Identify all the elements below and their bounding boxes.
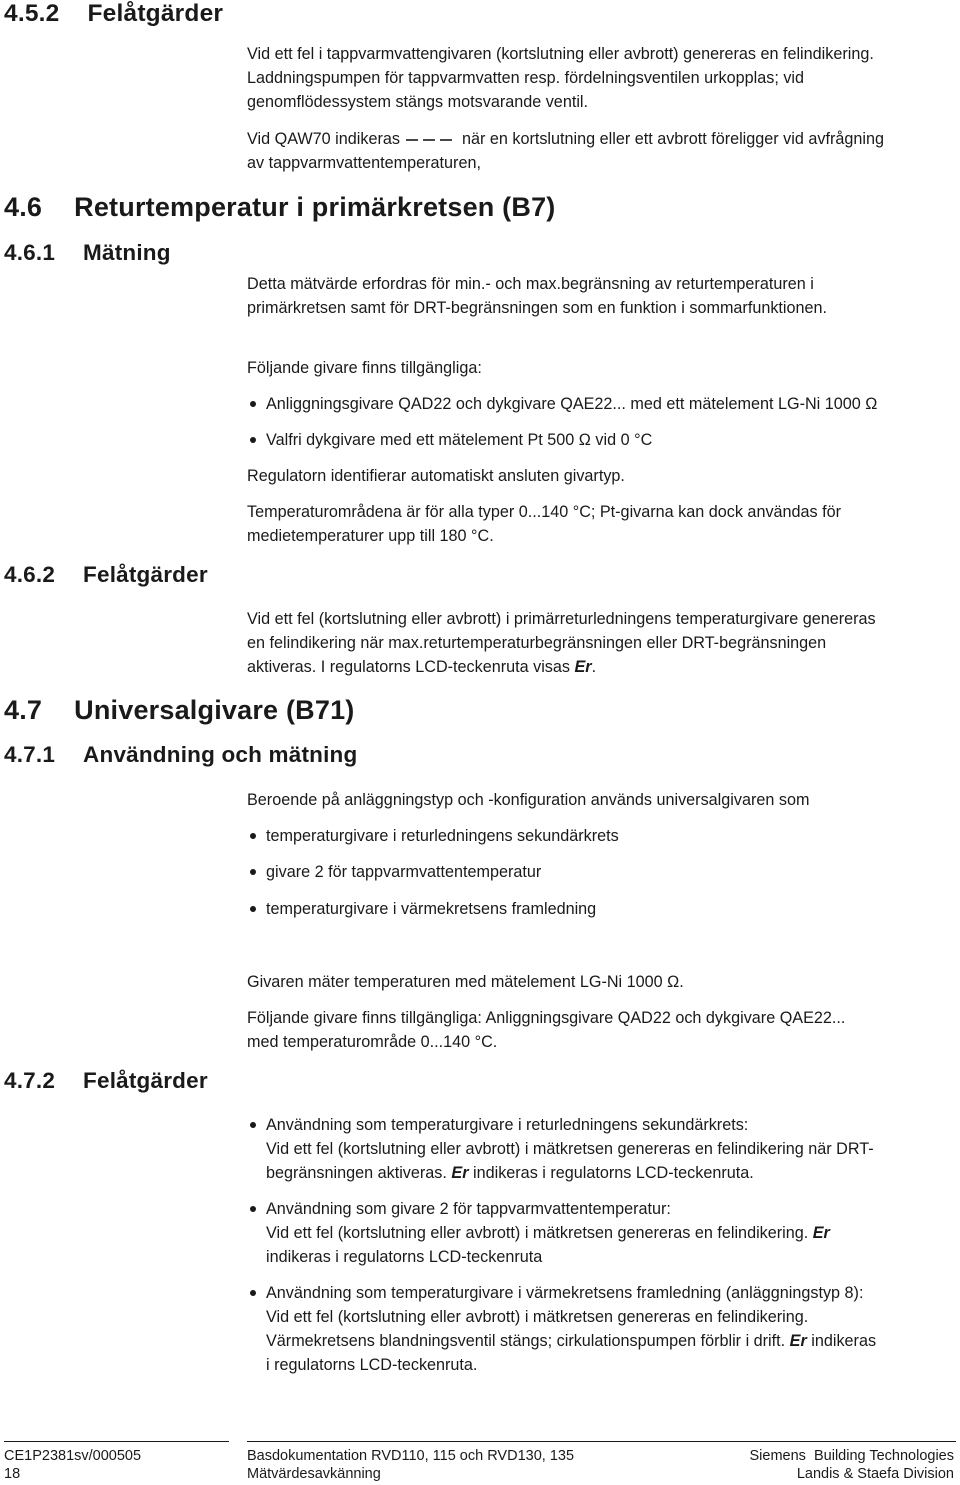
bullet-block-tappvarmvatten (266, 1197, 830, 1269)
heading-title: Felåtgärder (83, 562, 208, 587)
paragraph-temperature-ranges (247, 500, 952, 548)
error-code: Er (574, 658, 592, 676)
paragraph-universal-usage (247, 788, 952, 812)
text-line (266, 1221, 830, 1245)
text-line: Följande givare finns tillgängliga: Anliggningsgivare QAD22 och dykgivare QAE22... (247, 1009, 846, 1027)
heading-4-5-2 (4, 0, 223, 28)
company-name: Siemens Building Technologies (749, 1448, 954, 1464)
heading-4-6-1 (4, 240, 171, 266)
text-line: Vid ett fel (kortslutning eller avbrott) i mätkretsen genereras en felindikering när DRT- (266, 1140, 874, 1158)
paragraph-felatgarder-tappvarmvatten (247, 42, 952, 114)
heading-number: 4.6.2 (4, 562, 56, 587)
bullet-icon (250, 437, 256, 443)
error-code: Er (451, 1164, 469, 1182)
heading-4-7-2 (4, 1068, 208, 1094)
bullet-icon (250, 1290, 256, 1296)
heading-title: Användning och mätning (83, 742, 358, 767)
error-code: Er (812, 1224, 830, 1242)
company-division: Landis & Staefa Division (796, 1466, 954, 1482)
text-line: Användning som givare 2 för tappvarmvattentemperatur: (266, 1200, 671, 1218)
dashes-display-icon (404, 135, 456, 145)
bullet-icon (250, 869, 256, 875)
text-line: med temperaturområde 0...140 °C. (247, 1033, 498, 1051)
text-line: Givaren mäter temperaturen med mätelement LG-Ni 1000 Ω. (247, 973, 684, 991)
text-line: Laddningspumpen för tappvarmvatten resp. fördelningsventilen urkopplas; vid (247, 69, 805, 87)
heading-4-7-1 (4, 742, 357, 768)
text-segment: Vid QAW70 indikeras (247, 130, 400, 148)
text-line: en felindikering när max.returtemperaturbegränsningen eller DRT-begränsningen (247, 634, 827, 652)
text-line (247, 127, 952, 151)
bullet-text: temperaturgivare i returledningens sekundärkrets (266, 827, 619, 845)
text-line: aktiveras. I regulatorns LCD-teckenruta visas Er. (247, 658, 597, 676)
text-line: Beroende på anläggningstyp och -konfiguration används universalgivaren som (247, 791, 810, 809)
heading-number: 4.7 (4, 695, 43, 725)
heading-title: Universalgivare (B71) (74, 695, 355, 725)
footer-rule-left (4, 1441, 229, 1442)
bullet-icon (250, 1206, 256, 1212)
text-line: indikeras i regulatorns LCD-teckenruta (266, 1248, 543, 1266)
document-id: CE1P2381sv/000505 (4, 1448, 142, 1464)
text-line: Användning som temperaturgivare i returledningens sekundärkrets: (266, 1116, 749, 1134)
text-segment: Värmekretsens blandningsventil stängs; cirkulationspumpen förblir i drift. (266, 1332, 786, 1350)
heading-number: 4.6 (4, 192, 43, 222)
footer-center (247, 1447, 574, 1483)
text-segment: aktiveras. I regulatorns LCD-teckenruta visas (247, 658, 570, 676)
heading-number: 4.7.1 (4, 742, 56, 767)
bullet-block-framledning (266, 1281, 876, 1377)
bullet-icon (250, 833, 256, 839)
bullet-text: Anliggningsgivare QAD22 och dykgivare QAE22... med ett mätelement LG-Ni 1000 Ω (266, 395, 878, 413)
heading-number: 4.6.1 (4, 240, 56, 265)
paragraph-givare-intro (247, 356, 952, 380)
text-line: Vid ett fel (kortslutning eller avbrott) i primärreturledningens temperaturgivare genereras (247, 610, 876, 628)
text-line: av tappvarmvattentemperaturen, (247, 154, 481, 172)
heading-title: Returtemperatur i primärkretsen (B7) (74, 192, 556, 222)
text-line: Användning som temperaturgivare i värmekretsens framledning (anläggningstyp 8): (266, 1284, 864, 1302)
bullet-icon (250, 906, 256, 912)
heading-title: Felåtgärder (87, 0, 224, 27)
paragraph-matelement (247, 970, 952, 994)
heading-4-6 (4, 192, 555, 223)
text-segment: indikeras i regulatorns LCD-teckenruta. (473, 1164, 754, 1182)
paragraph-givare-available (247, 1006, 952, 1054)
text-segment: Vid ett fel (kortslutning eller avbrott) i mätkretsen genereras en felindikering. (266, 1224, 809, 1242)
text-segment: när en kortslutning eller ett avbrott föreligger vid avfrågning (461, 130, 884, 148)
bullet-block-sekundarkrets (266, 1113, 874, 1185)
document-subtitle: Mätvärdesavkänning (247, 1466, 381, 1482)
text-line (266, 1161, 874, 1185)
text-line: Vid ett fel (kortslutning eller avbrott) i mätkretsen genereras en felindikering. (266, 1308, 809, 1326)
footer-rule-right (247, 1441, 956, 1442)
error-code: Er (789, 1332, 807, 1350)
bullet-text: Valfri dykgivare med ett mätelement Pt 500 Ω vid 0 °C (266, 431, 653, 449)
bullet-text: givare 2 för tappvarmvattentemperatur (266, 863, 542, 881)
bullet-icon (250, 401, 256, 407)
paragraph-qaw70-indication (247, 127, 952, 175)
text-segment: indikeras (811, 1332, 877, 1350)
page-number: 18 (4, 1466, 21, 1482)
text-line: medietemperaturer upp till 180 °C. (247, 527, 494, 545)
text-line: primärkretsen samt för DRT-begränsningen som en funktion i sommarfunktionen. (247, 299, 828, 317)
heading-number: 4.5.2 (4, 0, 60, 27)
text-line: Vid ett fel i tappvarmvattengivaren (kortslutning eller avbrott) genereras en felindikering. (247, 45, 874, 63)
text-line: Detta mätvärde erfordras för min.- och max.begränsning av returtemperaturen i (247, 275, 814, 293)
text-line: i regulatorns LCD-teckenruta. (266, 1356, 478, 1374)
paragraph-regulator-identifies (247, 464, 952, 488)
text-segment: begränsningen aktiveras. (266, 1164, 447, 1182)
text-line: Regulatorn identifierar automatiskt ansluten givartyp. (247, 467, 625, 485)
heading-title: Felåtgärder (83, 1068, 208, 1093)
paragraph-matning (247, 272, 952, 320)
text-line (266, 1329, 876, 1353)
paragraph-felatgarder-primarretur (247, 607, 952, 679)
footer-left (4, 1447, 141, 1483)
bullet-icon (250, 1122, 256, 1128)
text-line: genomflödessystem stängs motsvarande ventil. (247, 93, 589, 111)
document-title: Basdokumentation RVD110, 115 och RVD130, 135 (247, 1448, 575, 1464)
text-line: Följande givare finns tillgängliga: (247, 359, 482, 377)
footer-right (750, 1447, 954, 1483)
text-line: Temperaturområdena är för alla typer 0...140 °C; Pt-givarna kan dock användas för (247, 503, 842, 521)
heading-4-7 (4, 695, 354, 726)
heading-title: Mätning (83, 240, 171, 265)
bullet-text: temperaturgivare i värmekretsens framledning (266, 900, 597, 918)
heading-4-6-2 (4, 562, 208, 588)
heading-number: 4.7.2 (4, 1068, 56, 1093)
